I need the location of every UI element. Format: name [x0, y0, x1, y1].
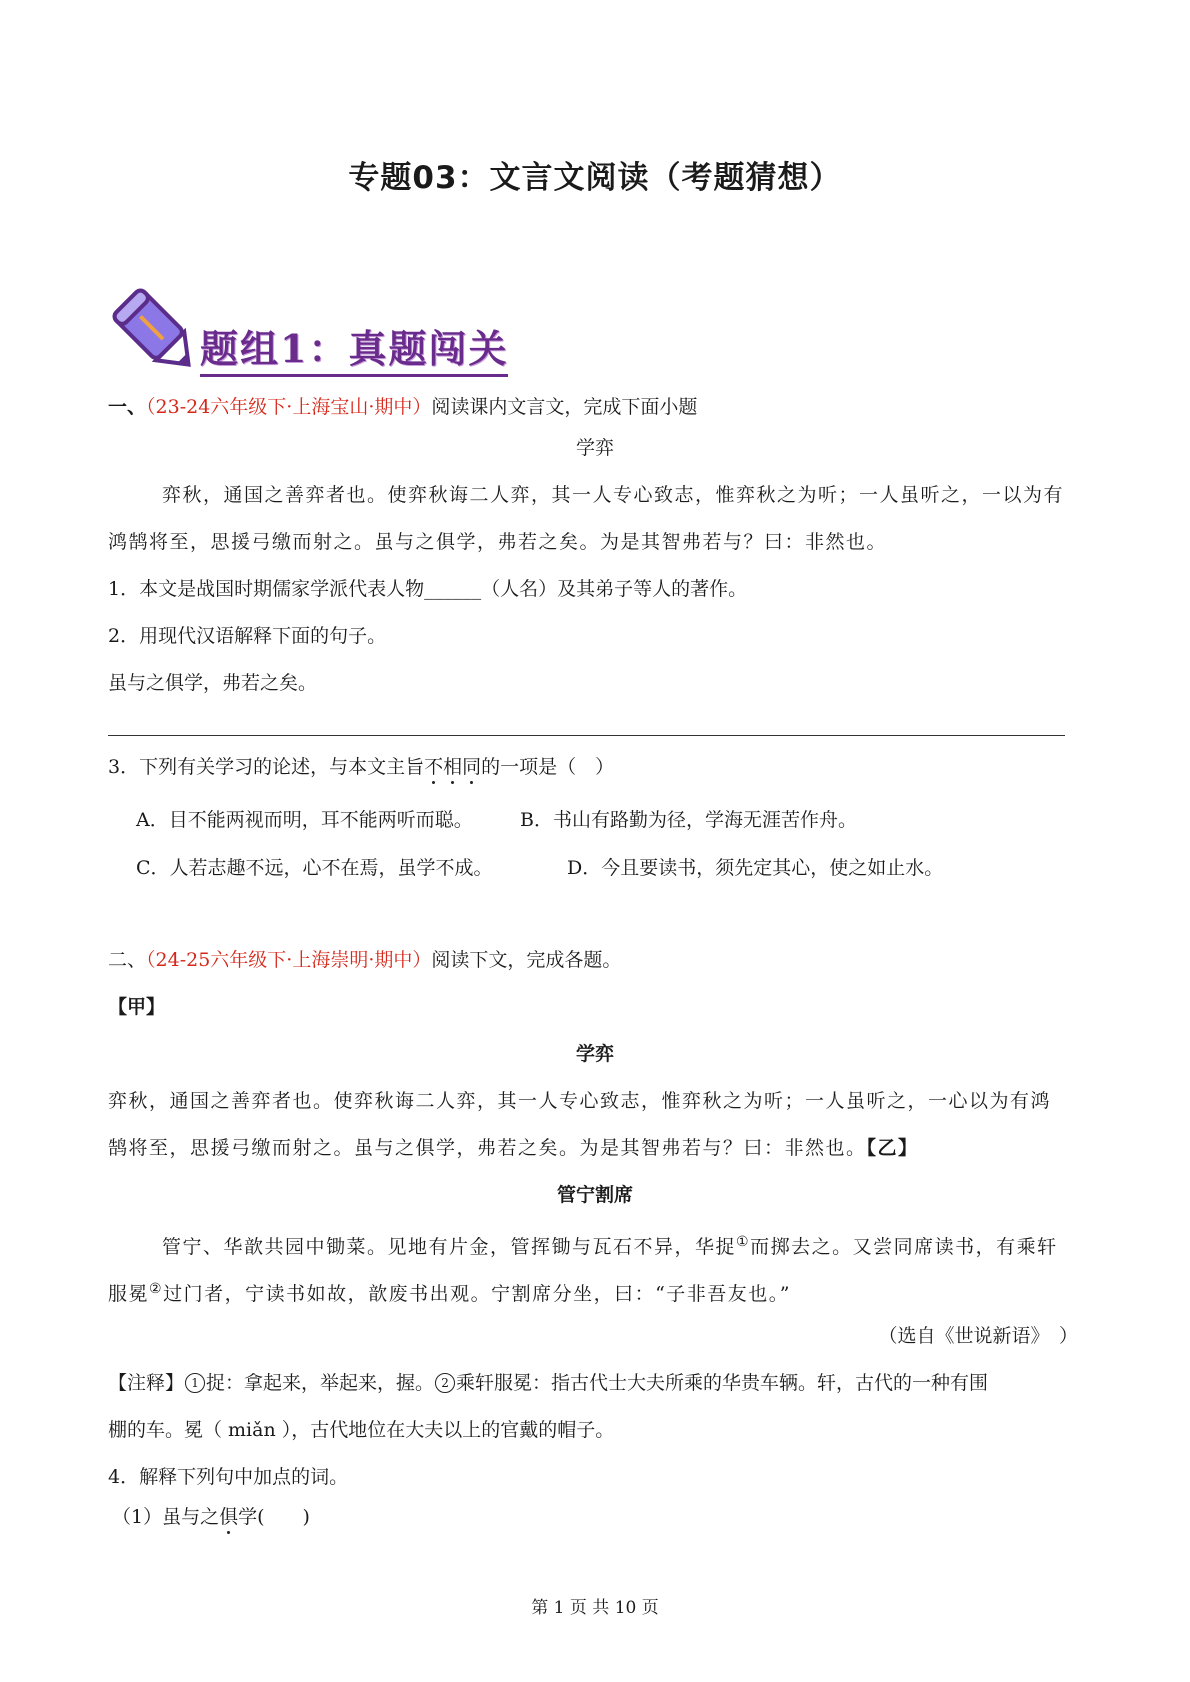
dotted-char: 同	[462, 756, 482, 778]
passage-title: 学弈	[575, 1043, 614, 1065]
option-b: B．书山有路勤为径，学海无涯苦作舟。	[520, 809, 857, 831]
passage-text: 管宁、华歆共园中锄菜。见地有片金，管挥锄与瓦石不异，华捉	[162, 1236, 737, 1258]
passage-title: 学弈	[575, 437, 614, 459]
passage-line: 鸿鹄将至，思援弓缴而射之。虽与之俱学，弗若之矣。为是其智弗若与？曰：非然也。	[108, 531, 888, 553]
section-banner: 题组1：真题闯关	[200, 318, 508, 377]
pencil-icon	[106, 282, 206, 382]
footnote-mark: ②	[149, 1281, 164, 1297]
footnote-mark: ①	[736, 1234, 751, 1250]
question-intro: 阅读课内文言文，完成下面小题	[431, 396, 698, 418]
item-4-sub-1	[112, 1505, 310, 1529]
question-item-4: 4．解释下列句中加点的词。	[108, 1466, 349, 1488]
question-item-2: 2．用现代汉语解释下面的句子。	[108, 625, 387, 647]
item-3-text: 3．下列有关学习的论述，与本文主旨	[108, 756, 425, 778]
page-footer: 第 1 页 共 10 页	[531, 1598, 659, 1618]
note-number: 2	[435, 1373, 455, 1393]
passage-text: 鹄将至，思援弓缴而射之。虽与之俱学，弗若之矣。为是其智弗若与？曰：非然也。	[108, 1137, 867, 1159]
answer-line[interactable]	[108, 735, 1065, 736]
passage-line	[162, 1230, 1058, 1259]
question-item-1: 1．本文是战国时期儒家学派代表人物______（人名）及其弟子等人的著作。	[108, 578, 748, 600]
notes-line: 棚的车。冕（ miǎn ），古代地位在大夫以上的官戴的帽子。	[108, 1419, 615, 1441]
dotted-char: 相	[443, 756, 463, 778]
question-item-3	[108, 755, 614, 779]
passage-line	[108, 1277, 791, 1306]
item-text: （1）虽与之	[112, 1506, 220, 1528]
question-source: （24-25六年级下·上海崇明·期中）	[146, 949, 432, 971]
section-label-yi: 【乙】	[866, 1137, 919, 1159]
question-intro: 阅读下文，完成各题。	[431, 949, 622, 971]
item-2-sentence: 虽与之俱学，弗若之矣。	[108, 672, 318, 694]
note-text: 乘轩服冕：指古代士大夫所乘的华贵车辆。轩，古代的一种有围	[456, 1372, 989, 1394]
option-d: D．今且要读书，须先定其心，使之如止水。	[567, 857, 944, 879]
question-number: 一、	[108, 396, 147, 418]
passage-text: 过门者，宁读书如故，歆废书出观。宁割席分坐，曰：“子非吾友也。”	[163, 1283, 792, 1305]
passage-line: 弈秋，通国之善弈者也。使弈秋诲二人弈，其一人专心致志，惟弈秋之为听；一人虽听之，一心以为有鸿	[108, 1090, 1052, 1112]
question-source: （23-24六年级下·上海宝山·期中）	[146, 396, 432, 418]
question-2-heading	[108, 948, 621, 972]
item-text: 学( )	[238, 1506, 310, 1528]
passage-line: 弈秋，通国之善弈者也。使弈秋诲二人弈，其一人专心致志，惟弈秋之为听；一人虽听之，一以为有	[162, 484, 1065, 506]
dotted-char: 俱	[219, 1506, 239, 1528]
note-number: 1	[185, 1373, 205, 1393]
option-a: A．目不能两视而明，耳不能两听而聪。	[136, 809, 473, 831]
question-number: 二、	[108, 949, 147, 971]
note-text: 捉：拿起来，举起来，握。	[206, 1372, 435, 1394]
passage-text: 而掷去之。又尝同席读书，有乘轩	[750, 1236, 1058, 1258]
notes-label: 【注释】	[108, 1372, 185, 1394]
passage-title: 管宁割席	[556, 1184, 633, 1206]
citation: （选自《世说新语》 ）	[878, 1325, 1078, 1347]
passage-line	[108, 1136, 919, 1160]
page-title: 专题03：文言文阅读（考题猜想）	[348, 160, 842, 196]
section-label-jia: 【甲】	[108, 996, 166, 1018]
dotted-char: 不	[424, 756, 444, 778]
question-1-heading	[108, 395, 697, 419]
passage-text: 服冕	[108, 1283, 150, 1305]
item-3-text: 的一项是（ ）	[481, 756, 615, 778]
notes	[108, 1371, 988, 1395]
option-c: C．人若志趣不远，心不在焉，虽学不成。	[136, 857, 493, 879]
